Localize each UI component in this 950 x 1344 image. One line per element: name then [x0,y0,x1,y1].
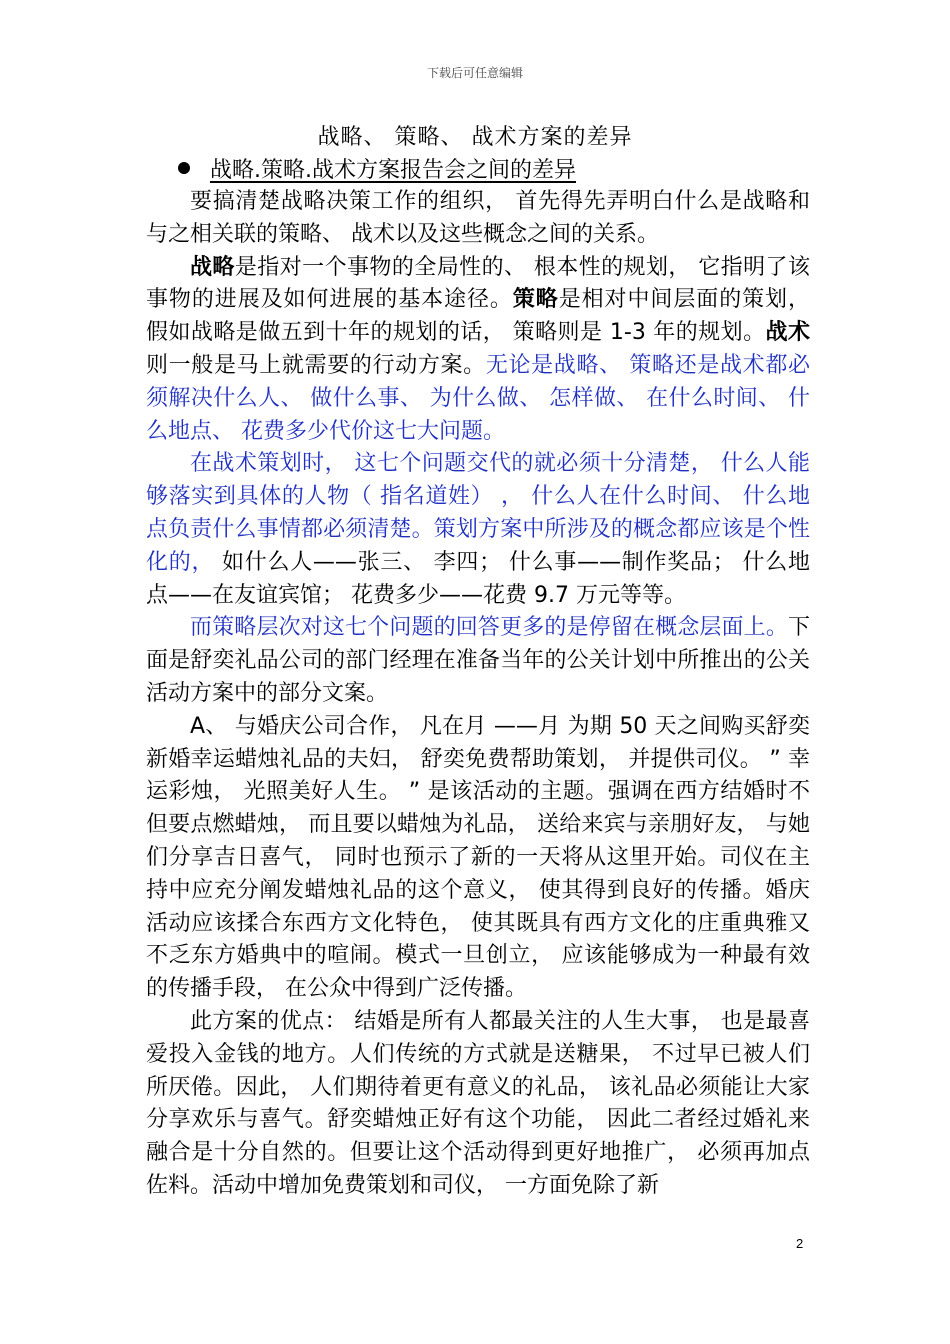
paragraph-4-text: 下面是舒奕礼品公司的部门经理在准备当年的公关计划中所推出的公关活动方案中的部分文案。 [146,615,810,706]
paragraph-3 [146,448,810,612]
page-number: 2 [796,1236,804,1251]
paragraph-2 [146,252,810,449]
paragraph-1: 要搞清楚战略决策工作的组织， 首先得先弄明白什么是战略和与之相关联的策略、 战术以及这些概念之间的关系。 [146,189,810,247]
term-tactic: 战术 [765,320,810,346]
bullet-icon [178,162,190,174]
paragraph-3-text: 如什么人——张三、 李四； 什么事——制作奖品； 什么地点——在友谊宾馆； 花费多少——花费 9.7 万元等等。 [146,549,810,608]
paragraph-2-text-2: 是相对中间层面的策划， 假如战略是做五到十年的规划的话， 策略则是 1-3 年的规划。 [146,287,810,346]
paragraph-5: A、 与婚庆公司合作， 凡在月 ——月 为期 50 天之间购买舒奕新婚幸运蜡烛礼品的夫妇， 舒奕免费帮助策划， 并提供司仪。 ” 幸运彩烛， 光照美好人生。 ” 是该活动的主题。强调在西方结婚时不但要点燃蜡烛， 而且要以蜡烛为礼品， 送给来宾与亲朋好友， 与她们分享吉日喜气， 同时也预示了新的一天将从这里开始。司仪在主持中应充分阐发蜡烛礼品的这个意义， 使其得到良好的传播。婚庆活动应该揉合东西方文化特色， 使其既具有西方文化的庄重典雅又不乏东方婚典中的喧闹。模式一旦创立， 应该能够成为一种最有效的传播手段， 在公众中得到广泛传播。 [146,713,810,1002]
paragraph-2-text-1: 是指对一个事物的全局性的、 根本性的规划， 它指明了该事物的进展及如何进展的基本途径。 [146,254,810,313]
term-strategy: 战略 [190,254,235,280]
paragraph-4 [146,612,810,710]
paragraph-2-highlight: 无论是战略、 策略还是战术都必须解决什么人、 做什么事、 为什么做、 怎样做、 在什么时间、 什么地点、 花费多少代价这七大问题。 [146,352,810,444]
paragraph-2-text-3: 则一般是马上就需要的行动方案。 [146,352,486,378]
paragraph-4-highlight: 而策略层次对这七个问题的回答更多的是停留在概念层面上。 [190,615,788,641]
section-heading [178,156,576,186]
page-header: 下载后可任意编辑 [426,66,523,80]
document-body [146,186,810,1203]
paragraph-6: 此方案的优点： 结婚是所有人都最关注的人生大事， 也是最喜爱投入金钱的地方。人们传统的方式就是送糖果， 不过早已被人们所厌倦。因此， 人们期待着更有意义的礼品， 该礼品必须能让大家分享欢乐与喜气。舒奕蜡烛正好有这个功能， 因此二者经过婚礼来融合是十分自然的。但要让这个活动得到更好地推广， 必须再加点佐料。活动中增加免费策划和司仪， 一方面免除了新 [146,1008,810,1198]
term-tactics-mid: 策略 [512,287,559,313]
section-heading-text: 战略.策略.战术方案报告会之间的差异 [210,158,576,183]
paragraph-3-highlight: 在战术策划时， 这七个问题交代的就必须十分清楚， 什么人能够落实到具体的人物（ 指名道姓） ， 什么人在什么时间、 什么地点负责什么事情都必须清楚。策划方案中所涉及的概念都应该是个性化的， [146,451,810,575]
document-title: 战略、 策略、 战术方案的差异 [317,125,633,150]
